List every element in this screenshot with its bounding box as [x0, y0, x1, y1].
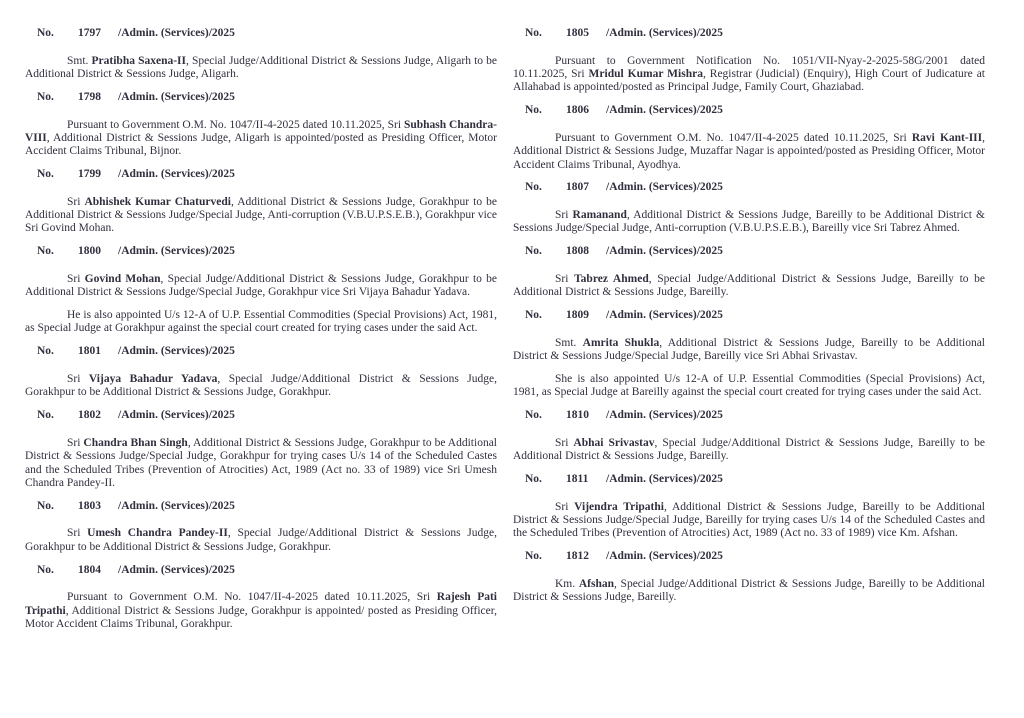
person-name: Ravi Kant-III: [911, 131, 983, 144]
order-heading: [513, 309, 985, 322]
order-paragraph: [513, 273, 985, 300]
paragraph-text: , Additional District & Sessions Judge, Aligarh is appointed/posted as Presiding Officer, Motor Accident Claims Tribunal, Bijnor.: [25, 131, 497, 158]
paragraph-text: Pursuant to Government O.M. No. 1047/II-4-2025 dated 10.11.2025, Sri: [67, 591, 437, 604]
order-no-label: No.: [37, 345, 54, 358]
paragraph-text: , Additional District & Sessions Judge, Gorakhpur to be Additional District & Sessions Judge/Special Judge, Gorakhpur for trying cases U/s 14 of the Scheduled Castes and the Scheduled Tribes (Prevention of Atrocities) Act, 1989 (Act no. 33 of 1989) vice Sri Umesh Chandra Pandey-II.: [25, 436, 497, 489]
paragraph-text: , Additional District & Sessions Judge, Muzaffar Nagar is appointed/posted as Presiding Officer, Motor Accident Claims Tribunal, Ayodhya.: [513, 131, 985, 171]
order-number: 1807: [566, 181, 589, 194]
order-no-label: No.: [37, 409, 54, 422]
person-name: Vijendra Tripathi: [574, 500, 664, 513]
order-suffix: /Admin. (Services)/2025: [118, 245, 235, 258]
paragraph-text: , Additional District & Sessions Judge, Gorakhpur to be Additional District & Sessions Judge/Special Judge, Anti-corruption (V.B.U.P.S.E.B.), Gorakhpur vice Sri Govind Mohan.: [25, 195, 497, 235]
order-no-label: No.: [37, 90, 54, 103]
order-heading: [25, 500, 497, 513]
order-paragraph: [513, 373, 985, 400]
order-heading: [25, 245, 497, 258]
order-paragraph: [25, 55, 497, 82]
order-paragraph: [25, 527, 497, 554]
order-paragraph: [513, 578, 985, 605]
order-suffix: /Admin. (Services)/2025: [118, 563, 235, 576]
order-heading: [513, 181, 985, 194]
order-suffix: /Admin. (Services)/2025: [606, 309, 723, 322]
order-no-label: No.: [37, 499, 54, 512]
person-name: Tabrez Ahmed: [574, 273, 649, 286]
paragraph-text: , Additional District & Sessions Judge, Bareilly to be Additional District & Sessions Judge/Special Judge, Bareilly vice Sri Abhai Srivastav.: [513, 336, 985, 363]
order-heading: [25, 168, 497, 181]
order-number: 1803: [78, 499, 101, 512]
order-paragraph: [25, 373, 497, 400]
order-paragraph: [513, 501, 985, 541]
person-name: Vijaya Bahadur Yadava: [88, 373, 218, 386]
order-suffix: /Admin. (Services)/2025: [606, 409, 723, 422]
order-paragraph: [25, 119, 497, 159]
order-number: 1798: [78, 90, 101, 103]
order-suffix: /Admin. (Services)/2025: [606, 27, 723, 39]
person-name: Amrita Shukla: [582, 336, 660, 349]
order-number: 1810: [566, 409, 589, 422]
person-name: Ramanand: [572, 209, 627, 222]
person-name: Mridul Kumar Mishra: [588, 68, 703, 81]
person-name: Chandra Bhan Singh: [83, 436, 188, 449]
paragraph-text: Sri: [555, 273, 575, 286]
paragraph-text: Sri: [67, 373, 89, 386]
paragraph-text: , Special Judge/Additional District & Sessions Judge, Aligarh to be Additional District & Sessions Judge, Aligarh.: [25, 54, 497, 81]
order-suffix: /Admin. (Services)/2025: [606, 550, 723, 563]
person-name: Govind Mohan: [84, 273, 161, 286]
paragraph-text: She is also appointed U/s 12-A of U.P. Essential Commodities (Special Provisions) Act, 1981, as Special Judge at Bareilly against the special court created for trying cases under the said Act.: [513, 373, 985, 399]
order-no-label: No.: [525, 245, 542, 258]
order-heading: [25, 91, 497, 104]
order-no-label: No.: [525, 409, 542, 422]
order-paragraph: [513, 209, 985, 236]
order-heading: [25, 564, 497, 577]
order-suffix: /Admin. (Services)/2025: [118, 499, 235, 512]
order-paragraph: [25, 309, 497, 336]
order-suffix: /Admin. (Services)/2025: [118, 409, 235, 422]
paragraph-text: Smt.: [555, 336, 583, 349]
order-heading: [25, 27, 497, 40]
order-no-label: No.: [37, 563, 54, 576]
order-suffix: /Admin. (Services)/2025: [118, 27, 235, 39]
order-no-label: No.: [525, 27, 542, 39]
order-number: 1797: [78, 27, 101, 39]
order-suffix: /Admin. (Services)/2025: [606, 473, 723, 486]
order-paragraph: [25, 273, 497, 300]
order-suffix: /Admin. (Services)/2025: [118, 168, 235, 181]
order-suffix: /Admin. (Services)/2025: [118, 90, 235, 103]
paragraph-text: , Additional District & Sessions Judge, Bareilly to be Additional District & Sessions Judge/Special Judge, Anti-corruption (V.B.U.P.S.E.B.), Bareilly vice Sri Tabrez Ahmed.: [513, 209, 985, 235]
paragraph-text: Sri: [555, 500, 575, 513]
person-name: Pratibha Saxena-II: [91, 54, 187, 67]
person-name: Abhishek Kumar Chaturvedi: [84, 195, 231, 208]
order-no-label: No.: [525, 473, 542, 486]
paragraph-text: Sri: [67, 195, 85, 208]
paragraph-text: Pursuant to Government O.M. No. 1047/II-4-2025 dated 10.11.2025, Sri: [67, 118, 404, 131]
paragraph-text: Sri: [67, 436, 84, 449]
order-heading: [25, 345, 497, 358]
order-number: 1812: [566, 550, 589, 563]
order-paragraph: [513, 437, 985, 464]
order-heading: [513, 104, 985, 117]
paragraph-text: , Special Judge/Additional District & Sessions Judge, Bareilly to be Additional District & Sessions Judge, Bareilly.: [513, 273, 986, 299]
order-paragraph: [513, 132, 985, 172]
paragraph-text: , Additional District & Sessions Judge, Bareilly to be Additional District & Sessions Judge/Special Judge, Bareilly for trying cases U/s 14 of the Scheduled Castes and the Scheduled Tribes (Prevention of Atrocities) Act, 1989 (Act no. 33 of 1989) vice Km. Afshan.: [513, 500, 985, 540]
order-suffix: /Admin. (Services)/2025: [606, 245, 723, 258]
order-no-label: No.: [525, 181, 542, 194]
paragraph-text: , Special Judge/Additional District & Sessions Judge, Gorakhpur to be Additional District & Sessions Judge, Gorakhpur.: [25, 527, 497, 553]
paragraph-text: , Additional District & Sessions Judge, Gorakhpur is appointed/ posted as Presiding Officer, Motor Accident Claims Tribunal, Gorakhpur.: [25, 604, 497, 630]
paragraph-text: , Special Judge/Additional District & Sessions Judge, Gorakhpur to be Additional District & Sessions Judge/Special Judge, Gorakhpur vice Sri Vijaya Bahadur Yadava.: [25, 273, 498, 299]
paragraph-text: Sri: [67, 527, 88, 540]
order-no-label: No.: [37, 245, 54, 258]
right-column: [513, 27, 985, 641]
paragraph-text: , Special Judge/Additional District & Sessions Judge, Bareilly to be Additional District & Sessions Judge, Bareilly.: [513, 436, 986, 463]
order-number: 1809: [566, 309, 589, 322]
person-name: Subhash Chandra-VIII: [25, 118, 497, 144]
paragraph-text: Sri: [67, 273, 85, 286]
order-number: 1804: [78, 563, 101, 576]
paragraph-text: Km.: [555, 578, 579, 591]
order-paragraph: [513, 55, 985, 95]
order-suffix: /Admin. (Services)/2025: [606, 181, 723, 194]
left-column: [25, 27, 497, 641]
order-suffix: /Admin. (Services)/2025: [118, 345, 235, 358]
order-no-label: No.: [37, 27, 54, 39]
order-heading: [513, 409, 985, 422]
order-heading: [513, 27, 985, 40]
person-name: Abhai Srivastav: [573, 436, 655, 449]
person-name: Rajesh Pati Tripathi: [25, 591, 497, 617]
order-heading: [513, 473, 985, 486]
order-number: 1808: [566, 245, 589, 258]
paragraph-text: Sri: [555, 436, 574, 449]
person-name: Afshan: [578, 578, 614, 591]
order-suffix: /Admin. (Services)/2025: [606, 104, 723, 117]
order-no-label: No.: [525, 104, 542, 117]
order-number: 1800: [78, 245, 101, 258]
order-no-label: No.: [525, 309, 542, 322]
order-number: 1799: [78, 168, 101, 181]
paragraph-text: , Registrar (Judicial) (Enquiry), High Court of Judicature at Allahabad is appointed/posted as Principal Judge, Family Court, Ghaziabad.: [513, 68, 986, 94]
order-paragraph: [25, 196, 497, 236]
order-number: 1801: [78, 345, 101, 358]
order-paragraph: [25, 437, 497, 490]
order-heading: [513, 245, 985, 258]
order-no-label: No.: [37, 168, 54, 181]
order-number: 1805: [566, 27, 589, 39]
order-paragraph: [25, 591, 497, 631]
order-no-label: No.: [525, 550, 542, 563]
order-number: 1811: [566, 473, 589, 486]
paragraph-text: , Special Judge/Additional District & Sessions Judge, Bareilly to be Additional District & Sessions Judge, Bareilly.: [513, 578, 986, 604]
order-heading: [25, 409, 497, 422]
paragraph-text: Pursuant to Government O.M. No. 1047/II-4-2025 dated 10.11.2025, Sri: [555, 131, 912, 144]
person-name: Umesh Chandra Pandey-II: [87, 527, 228, 540]
paragraph-text: Sri: [555, 209, 573, 222]
order-heading: [513, 550, 985, 563]
paragraph-text: He is also appointed U/s 12-A of U.P. Essential Commodities (Special Provisions) Act, 1981, as Special Judge at Gorakhpur against the special court created for trying cases under the said Act.: [25, 309, 497, 335]
paragraph-text: Smt.: [67, 54, 92, 67]
order-paragraph: [513, 337, 985, 364]
order-number: 1806: [566, 104, 589, 117]
order-number: 1802: [78, 409, 101, 422]
paragraph-text: Pursuant to Government Notification No. 1051/VII-Nyay-2-2025-58G/2001 dated 10.11.2025, Sri: [513, 54, 985, 81]
paragraph-text: , Special Judge/Additional District & Sessions Judge, Gorakhpur to be Additional District & Sessions Judge, Gorakhpur.: [25, 373, 498, 399]
